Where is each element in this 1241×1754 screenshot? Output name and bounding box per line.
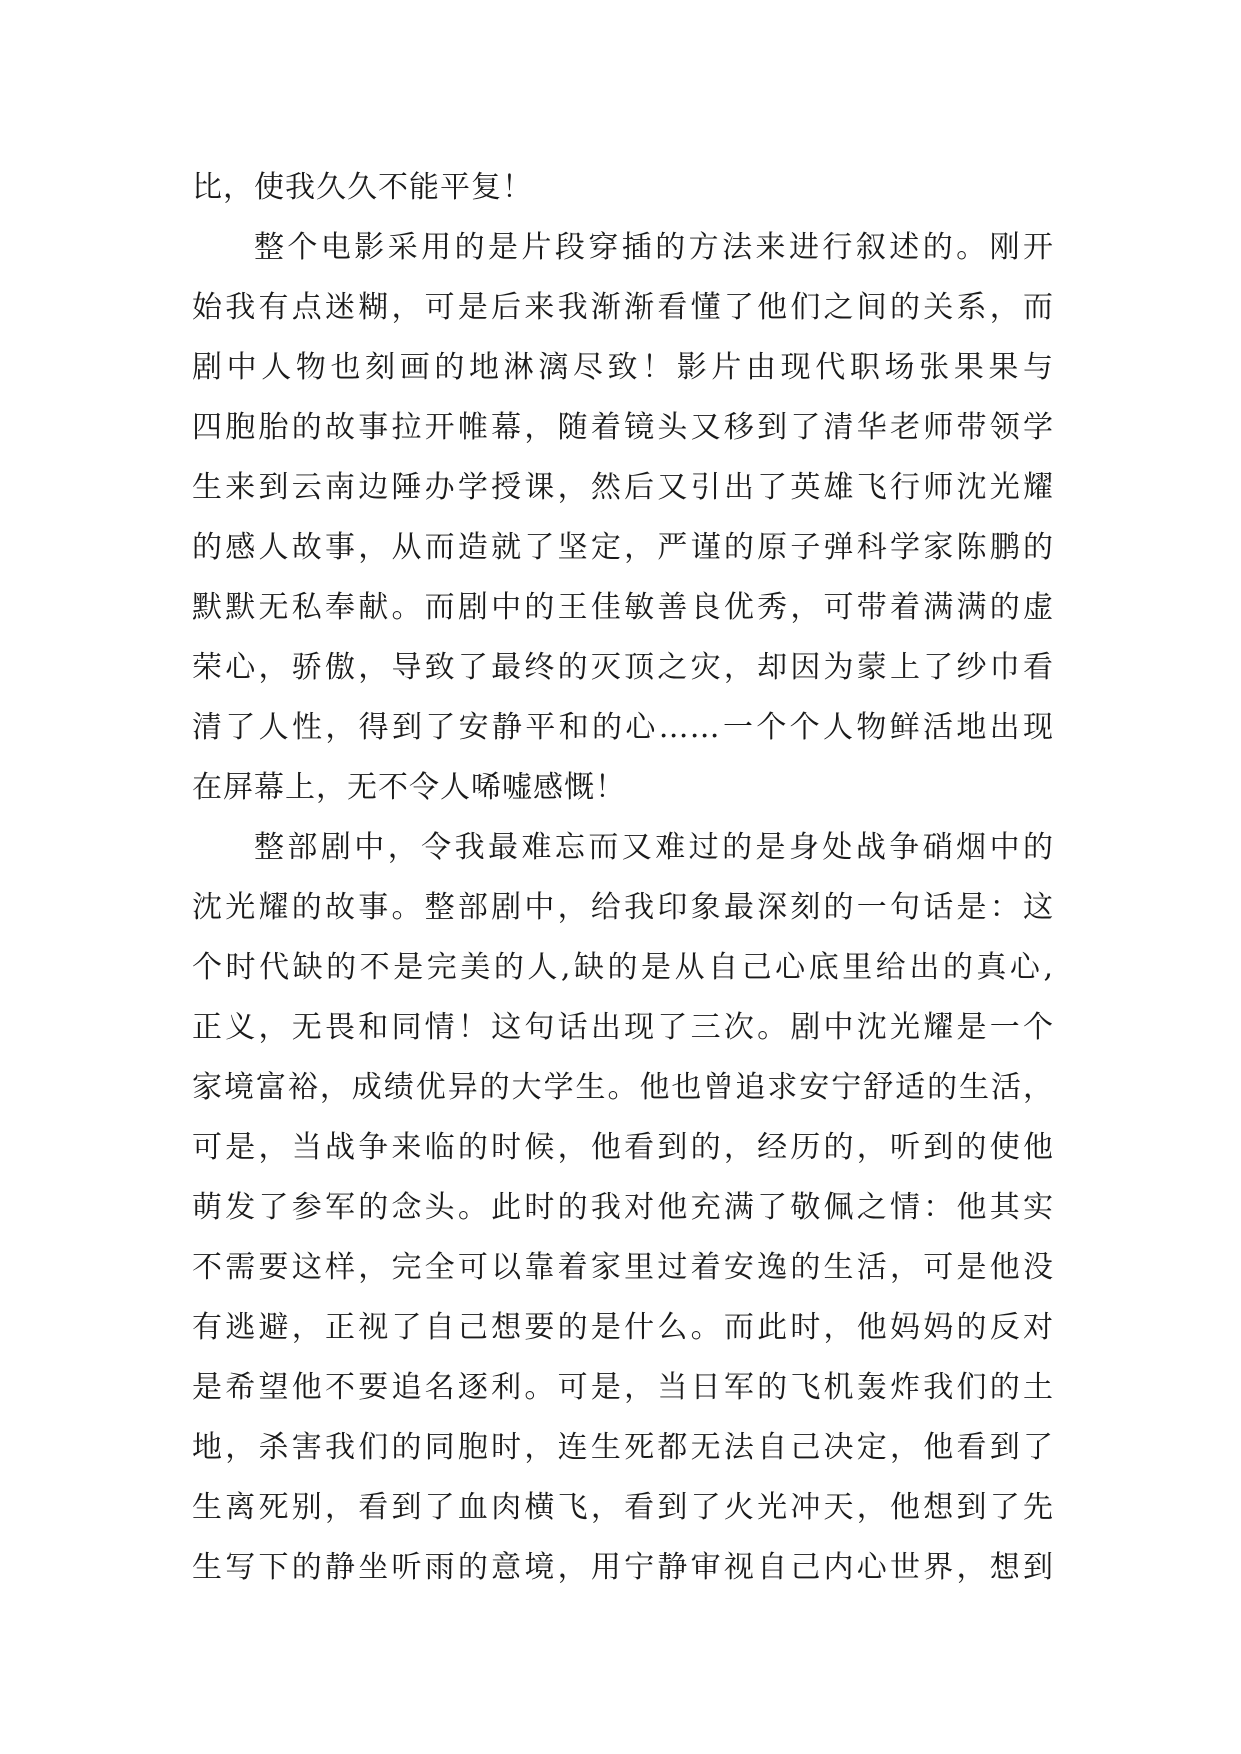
text-line: 地，杀害我们的同胞时，连生死都无法自己决定，他看到了 [192,1430,1054,1465]
text-line: 清了人性，得到了安静平和的心……一个个人物鲜活地出现 [192,710,1054,745]
text-line: 在屏幕上，无不令人唏嘘感慨！ [192,770,626,805]
text-line: 个时代缺的不是完美的人,缺的是从自己心底里给出的真心, [192,950,1054,985]
text-line: 有逃避，正视了自己想要的是什么。而此时，他妈妈的反对 [192,1310,1054,1345]
text-line: 生离死别，看到了血肉横飞，看到了火光冲天，他想到了先 [192,1490,1054,1525]
text-line: 沈光耀的故事。整部剧中，给我印象最深刻的一句话是：这 [192,890,1054,925]
text-line: 正义，无畏和同情！这句话出现了三次。剧中沈光耀是一个 [192,1010,1054,1045]
text-line: 默默无私奉献。而剧中的王佳敏善良优秀，可带着满满的虚 [192,590,1054,625]
text-line: 始我有点迷糊，可是后来我渐渐看懂了他们之间的关系，而 [192,290,1054,325]
text-line: 比，使我久久不能平复！ [192,170,533,205]
text-line: 荣心，骄傲，导致了最终的灭顶之灾，却因为蒙上了纱巾看 [192,650,1054,685]
text-line: 的感人故事，从而造就了坚定，严谨的原子弹科学家陈鹏的 [192,530,1054,565]
text-line: 不需要这样，完全可以靠着家里过着安逸的生活，可是他没 [192,1250,1054,1285]
text-line: 家境富裕，成绩优异的大学生。他也曾追求安宁舒适的生活， [192,1070,1054,1105]
text-line: 四胞胎的故事拉开帷幕，随着镜头又移到了清华老师带领学 [192,410,1054,445]
body-text [192,158,1054,1598]
text-line: 整部剧中，令我最难忘而又难过的是身处战争硝烟中的 [254,830,1054,865]
text-line: 是希望他不要追名逐利。可是，当日军的飞机轰炸我们的土 [192,1370,1054,1405]
text-line: 整个电影采用的是片段穿插的方法来进行叙述的。刚开 [254,230,1054,265]
text-line: 可是，当战争来临的时候，他看到的，经历的，听到的使他 [192,1130,1054,1165]
text-line: 萌发了参军的念头。此时的我对他充满了敬佩之情：他其实 [192,1190,1054,1225]
text-line: 生来到云南边陲办学授课，然后又引出了英雄飞行师沈光耀 [192,470,1054,505]
text-line: 生写下的静坐听雨的意境，用宁静审视自己内心世界，想到 [192,1550,1054,1585]
text-line: 剧中人物也刻画的地淋漓尽致！影片由现代职场张果果与 [192,350,1054,385]
